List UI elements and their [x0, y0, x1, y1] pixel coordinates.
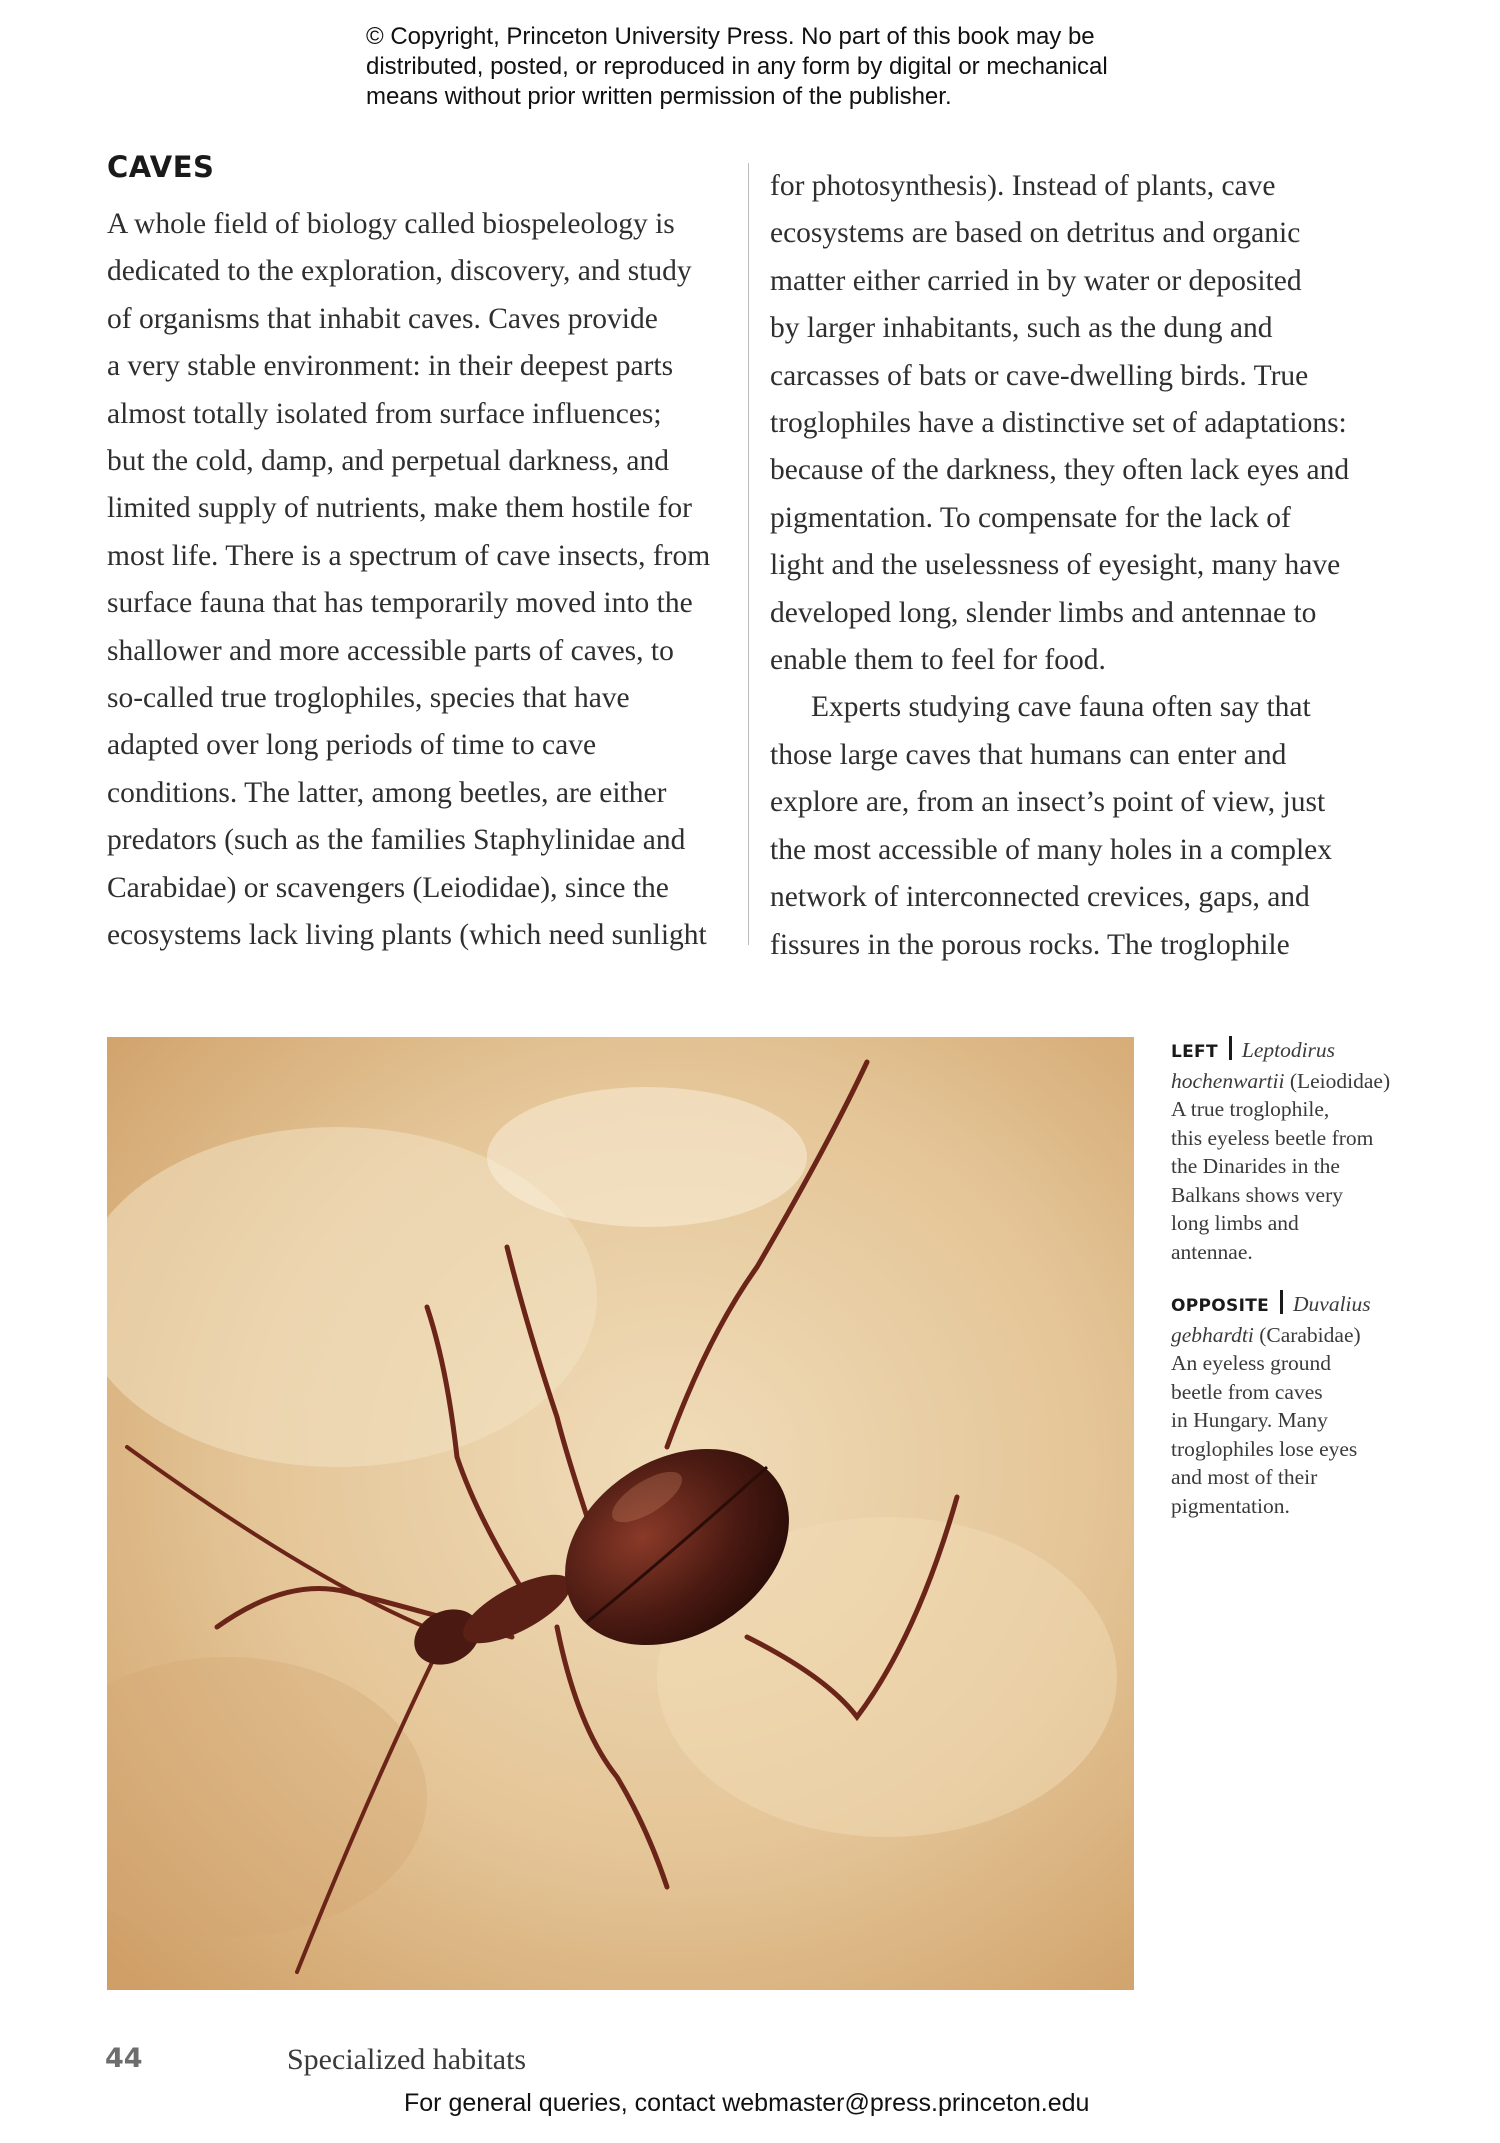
text-line: because of the darkness, they often lack eyes and: [770, 454, 1350, 487]
text-line: those large caves that humans can enter and: [770, 738, 1287, 771]
caption-header: [1171, 1036, 1411, 1067]
text-line: fissures in the porous rocks. The troglophile: [770, 928, 1290, 961]
text-line: almost totally isolated from surface influences;: [107, 397, 662, 430]
text-line: a very stable environment: in their deepest parts: [107, 350, 674, 383]
caption-line: antennae.: [1171, 1239, 1253, 1264]
family-name: (Leiodidae): [1289, 1068, 1391, 1093]
caption-left: [1171, 1036, 1411, 1266]
text-line: limited supply of nutrients, make them hostile for: [107, 492, 692, 525]
caption-line: and most of their: [1171, 1465, 1318, 1489]
text-line: troglophiles have a distinctive set of adaptations:: [770, 407, 1347, 440]
text-line: shallower and more accessible parts of caves, to: [107, 634, 674, 667]
running-footer-section: Specialized habitats: [287, 2043, 527, 2076]
beetle-photo: [107, 1037, 1134, 1990]
caption-tag: OPPOSITE: [1171, 1296, 1269, 1316]
text-line: surface fauna that has temporarily moved into the: [107, 587, 693, 620]
text-line: enable them to feel for food.: [770, 644, 1106, 677]
caption-line: this eyeless beetle from: [1171, 1125, 1374, 1150]
copyright-line: © Copyright, Princeton University Press. No part of this book may be: [366, 23, 1095, 50]
copyright-notice: [366, 22, 1166, 112]
text-line: adapted over long periods of time to cave: [107, 729, 597, 762]
text-line: conditions. The latter, among beetles, are either: [107, 776, 667, 809]
text-line: network of interconnected crevices, gaps, and: [770, 881, 1310, 914]
text-line: most life. There is a spectrum of cave insects, from: [107, 539, 711, 572]
text-line: explore are, from an insect’s point of view, just: [770, 786, 1326, 819]
caption-line: pigmentation.: [1171, 1493, 1290, 1518]
caption-header: [1171, 1290, 1411, 1321]
caption-line: beetle from caves: [1171, 1379, 1323, 1404]
family-name: (Carabidae): [1259, 1322, 1361, 1347]
species-genus: Duvalius: [1293, 1292, 1371, 1316]
text-line: dedicated to the exploration, discovery, and study: [107, 255, 692, 288]
footer-contact: For general queries, contact webmaster@press.princeton.edu: [404, 2089, 1090, 2117]
caption-line: A true troglophile,: [1171, 1097, 1330, 1121]
caption-species: [1171, 1321, 1411, 1350]
caption-line: the Dinarides in the: [1171, 1154, 1340, 1178]
text-line: but the cold, damp, and perpetual darkness, and: [107, 445, 669, 478]
text-line: the most accessible of many holes in a complex: [770, 833, 1332, 866]
text-line: ecosystems lack living plants (which need sunlight: [107, 919, 707, 952]
left-text-column: [107, 201, 732, 960]
caption-opposite: [1171, 1290, 1411, 1520]
species-epithet: hochenwartii: [1171, 1068, 1285, 1093]
beetle-illustration: [107, 1037, 1134, 1990]
text-line: Carabidae) or scavengers (Leiodidae), since the: [107, 871, 669, 904]
text-line: by larger inhabitants, such as the dung and: [770, 312, 1273, 345]
text-line: of organisms that inhabit caves. Caves provide: [107, 302, 658, 335]
caption-line: An eyeless ground: [1171, 1351, 1332, 1375]
text-line: predators (such as the families Staphylinidae and: [107, 824, 686, 857]
copyright-line: distributed, posted, or reproduced in any form by digital or mechanical: [366, 53, 1108, 80]
copyright-line: means without prior written permission of the publisher.: [366, 83, 952, 110]
species-epithet: gebhardti: [1171, 1322, 1254, 1347]
text-line: for photosynthesis). Instead of plants, cave: [770, 170, 1276, 202]
text-line: Experts studying cave fauna often say that: [811, 691, 1311, 724]
caption-divider: [1229, 1036, 1232, 1060]
text-line: matter either carried in by water or deposited: [770, 264, 1302, 297]
text-line: ecosystems are based on detritus and organic: [770, 217, 1301, 250]
caption-line: long limbs and: [1171, 1211, 1299, 1235]
text-line: pigmentation. To compensate for the lack of: [770, 501, 1291, 534]
caption-line: Balkans shows very: [1171, 1182, 1343, 1207]
caption-species: [1171, 1067, 1411, 1096]
page-number: 44: [105, 2043, 143, 2074]
section-heading: CAVES: [107, 150, 215, 184]
species-genus: Leptodirus: [1241, 1038, 1336, 1062]
caption-tag: LEFT: [1171, 1042, 1218, 1062]
text-line: developed long, slender limbs and antennae to: [770, 596, 1317, 629]
text-line: carcasses of bats or cave-dwelling birds. True: [770, 359, 1309, 392]
text-line: so-called true troglophiles, species that have: [107, 682, 630, 715]
text-line: A whole field of biology called biospeleology is: [107, 208, 675, 240]
caption-line: in Hungary. Many: [1171, 1408, 1328, 1432]
caption-line: troglophiles lose eyes: [1171, 1436, 1358, 1461]
right-text-column: [770, 163, 1395, 969]
text-line: light and the uselessness of eyesight, many have: [770, 549, 1341, 582]
column-divider: [748, 163, 749, 945]
caption-divider: [1280, 1290, 1283, 1314]
